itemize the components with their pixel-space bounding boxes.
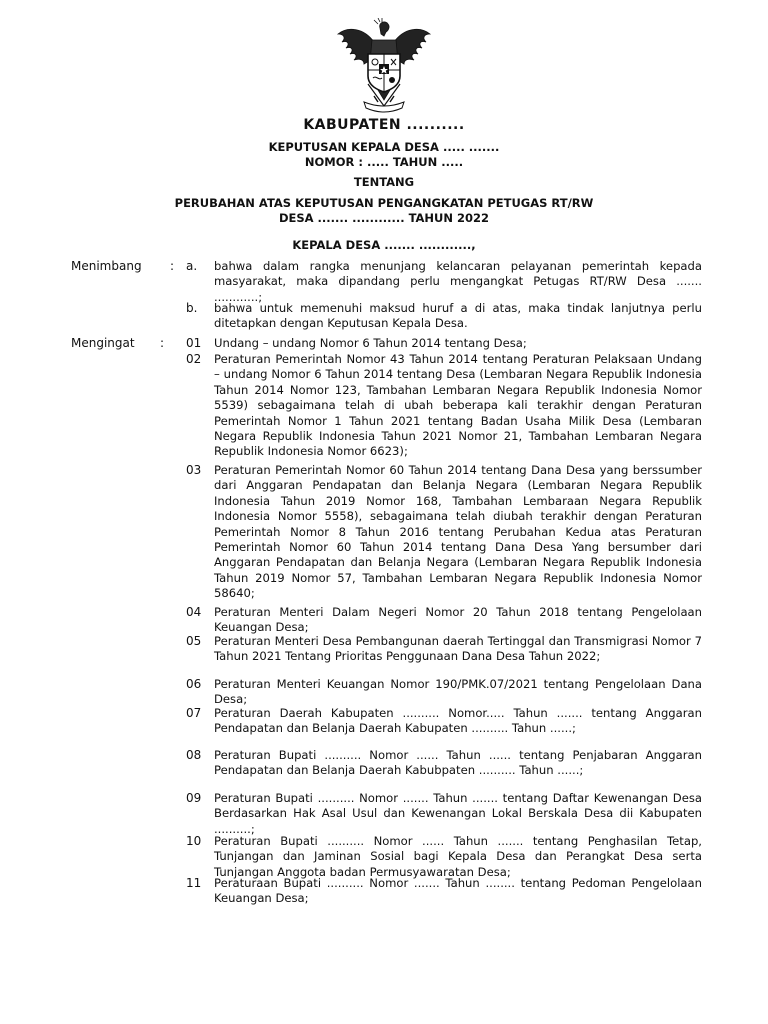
mengingat-item: Peraturan Bupati .......... Nomor ...... Tahun ....... tentang Penghasilan Tetap, Tunjangan dan Jaminan Sosial bagi Kepala Desa dan Perangkat Desa serta Tunjangan Anggota badan Permusyawaratan Desa; <box>214 834 702 879</box>
mengingat-item: Peraturaan Bupati .......... Nomor ....... Tahun ........ tentang Pedoman Pengelolaan Keuangan Desa; <box>214 876 702 906</box>
mengingat-marker: 03 <box>186 463 202 477</box>
mengingat-item: Peraturan Menteri Desa Pembangunan daerah Tertinggal dan Transmigrasi Nomor 7 Tahun 2021 Tentang Prioritas Penggunaan Dana Desa Tahun 2022; <box>214 634 702 664</box>
menimbang-marker: b. <box>186 301 198 315</box>
mengingat-item: Peraturan Pemerintah Nomor 43 Tahun 2014 tentang Peraturan Pelaksaan Undang – undang Nomor 6 Tahun 2014 tentang Desa (Lembaran Negara Republik Indonesia Tahun 2014 Nomor 123, Tambahan Lembaran Negara Republik Indonesia Nomor 5539) sebagaimana telah di ubah beberapa kali terakhir dengan Peraturan Pemerintah Nomor 1 Tahun 2021 tentang Badan Usaha Milik Desa (Lembaran Negara Republik Indonesia Tahun 2021 Nomor 21, Tambahan Lembaran Negara Republik Indonesia Nomor 6623); <box>214 352 702 459</box>
mengingat-item: Peraturan Daerah Kabupaten .......... Nomor..... Tahun ....... tentang Anggaran Pendapatan dan Belanja Daerah Kabupaten .......... Tahun ......; <box>214 706 702 736</box>
menimbang-colon: : <box>170 259 175 273</box>
menimbang-item: bahwa untuk memenuhi maksud huruf a di atas, maka tindak lanjutnya perlu ditetapkan dengan Keputusan Kepala Desa. <box>214 301 702 331</box>
menimbang-item: bahwa dalam rangka menunjang kelancaran pelayanan pemerintah kepada masyarakat, maka dipandang perlu mengangkat Petugas RT/RW Desa ....... ............; <box>214 259 702 304</box>
document-title <box>60 196 708 226</box>
mengingat-marker: 10 <box>186 834 202 848</box>
mengingat-item: Peraturan Menteri Keuangan Nomor 190/PMK.07/2021 tentang Pengelolaan Dana Desa; <box>214 677 702 707</box>
mengingat-marker: 09 <box>186 791 202 805</box>
menimbang-marker: a. <box>186 259 198 273</box>
title-line: DESA ....... ............ TAHUN 2022 <box>278 211 490 225</box>
mengingat-marker: 06 <box>186 677 202 691</box>
kepala-desa-heading: KEPALA DESA ....... ............, <box>292 238 476 252</box>
mengingat-item: Peraturan Bupati .......... Nomor ....... Tahun ....... tentang Daftar Kewenangan Desa Berdasarkan Hak Asal Usul dan Kewenangan Lokal Berskala Desa dii Kabupaten ..........; <box>214 791 702 836</box>
mengingat-marker: 11 <box>186 876 202 890</box>
garuda-emblem-icon <box>334 18 434 114</box>
mengingat-item: Peraturan Menteri Dalam Negeri Nomor 20 Tahun 2018 tentang Pengelolaan Keuangan Desa; <box>214 605 702 635</box>
mengingat-label: Mengingat <box>71 336 135 350</box>
keputusan-heading <box>60 140 708 170</box>
mengingat-marker: 02 <box>186 352 202 366</box>
mengingat-item: Undang – undang Nomor 6 Tahun 2014 tentang Desa; <box>214 336 527 350</box>
tentang-heading: TENTANG <box>353 175 415 189</box>
kabupaten-heading: KABUPATEN .......... <box>303 117 465 133</box>
mengingat-item: Peraturan Pemerintah Nomor 60 Tahun 2014 tentang Dana Desa yang berssumber dari Anggaran Pendapatan dan Belanja Negara (Lembaran Negara Republik Indonesia Tahun 2019 Nomor 168, Tambahan Lembaraan Negara Republik Indonesia Nomor 5558), sebagaimana telah diubah terakhir dengan Peraturan Pemerintah Nomor 8 Tahun 2016 tentang Perubahan Kedua atas Peraturan Pemerintah Nomor 60 Tahun 2014 tentang Dana Desa Yang bersumber dari Anggaran Pendapatan dan Belanja Negara (Lembaran Negara Republik Indonesia Tahun 2019 Nomor 57, Tambahan Lembaran Negara Republik Indonesia Nomor 58640; <box>214 463 702 601</box>
menimbang-label: Menimbang <box>71 259 142 273</box>
mengingat-colon: : <box>160 336 165 350</box>
nomor-line: NOMOR : ..... TAHUN ..... <box>304 155 464 169</box>
title-line: PERUBAHAN ATAS KEPUTUSAN PENGANGKATAN PETUGAS RT/RW <box>174 196 594 210</box>
mengingat-marker: 07 <box>186 706 202 720</box>
mengingat-marker: 08 <box>186 748 202 762</box>
mengingat-item: Peraturan Bupati .......... Nomor ...... Tahun ...... tentang Penjabaran Anggaran Pendapatan dan Belanja Daerah Kabubpaten .......... Tahun ......; <box>214 748 702 778</box>
keputusan-line: KEPUTUSAN KEPALA DESA ..... ....... <box>268 140 500 154</box>
mengingat-marker: 04 <box>186 605 202 619</box>
mengingat-marker: 01 <box>186 336 202 350</box>
mengingat-marker: 05 <box>186 634 202 648</box>
